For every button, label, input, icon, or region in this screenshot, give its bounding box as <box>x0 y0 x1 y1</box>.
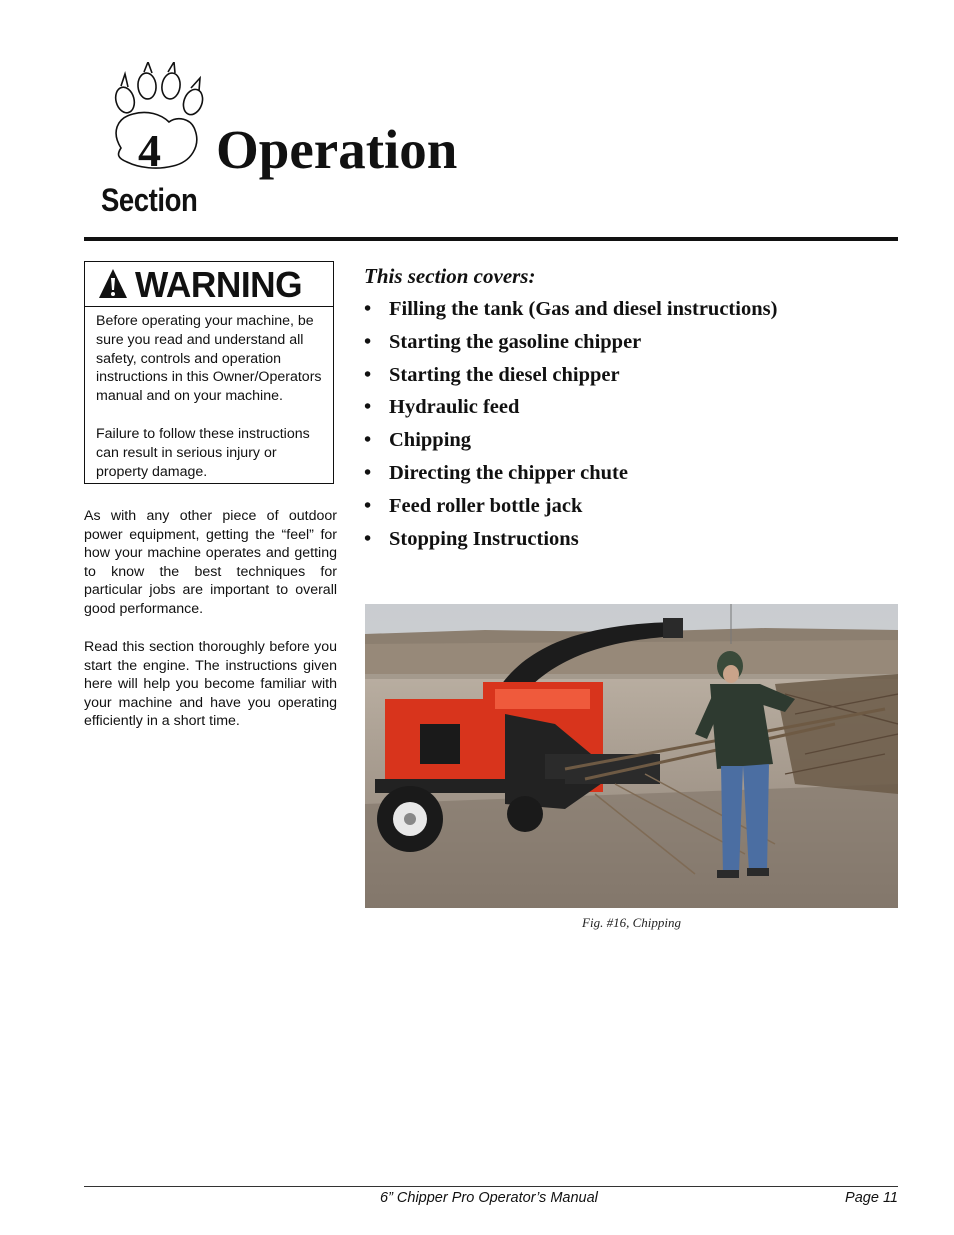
intro-paragraph: As with any other piece of outdoor power equipment, getting the “feel” for how your machine operates and getting to know the best techniques for particular jobs are important to overall good performance. <box>84 508 337 617</box>
chipping-photo <box>365 604 898 908</box>
section-number: 4 <box>138 125 161 176</box>
list-item-label: Stopping Instructions <box>389 527 579 550</box>
figure-caption: Fig. #16, Chipping <box>582 915 681 930</box>
bullet: • <box>364 298 372 320</box>
bullet: • <box>364 494 372 517</box>
list-item <box>364 424 777 457</box>
warning-box <box>84 261 334 484</box>
list-item <box>364 359 777 392</box>
covers-heading: This section covers: <box>364 264 536 288</box>
list-item-label: Filling the tank (Gas and diesel instructions) <box>389 298 778 320</box>
list-item <box>364 326 777 359</box>
warning-triangle-icon <box>98 268 128 300</box>
header-divider <box>84 237 898 241</box>
footer-divider <box>84 1186 898 1187</box>
bullet: • <box>364 396 372 419</box>
list-item <box>364 391 777 424</box>
warning-paragraph: Before operating your machine, be sure you read and understand all safety, controls and operation instructions in this Owner/Operators manual and on your machine. <box>96 313 322 405</box>
section-label: Section <box>101 182 198 218</box>
covers-list <box>364 293 777 555</box>
list-item <box>364 490 777 523</box>
list-item-label: Hydraulic feed <box>389 396 520 419</box>
list-item-label: Chipping <box>389 429 472 452</box>
page-title: Operation <box>216 119 458 180</box>
bullet: • <box>364 527 372 550</box>
list-item-label: Feed roller bottle jack <box>389 494 583 517</box>
bullet: • <box>364 330 372 353</box>
list-item-label: Starting the diesel chipper <box>389 363 620 386</box>
warning-title: WARNING <box>135 264 303 305</box>
list-item <box>364 523 777 556</box>
bullet: • <box>364 363 372 386</box>
list-item <box>364 457 777 490</box>
list-item-label: Starting the gasoline chipper <box>389 330 642 353</box>
bullet: • <box>364 429 372 452</box>
footer-manual-title: 6” Chipper Pro Operator’s Manual <box>380 1190 598 1206</box>
list-item <box>364 293 777 326</box>
instructions-paragraph: Read this section thoroughly before you start the engine. The instructions given here will help you become familiar with your machine and have you operating efficiently in a short time. <box>84 639 337 730</box>
warning-paragraph: Failure to follow these instructions can result in serious injury or property damage. <box>96 426 310 480</box>
bullet: • <box>364 461 372 484</box>
list-item-label: Directing the chipper chute <box>389 461 628 484</box>
warning-header <box>85 262 333 307</box>
page-number: Page 11 <box>845 1190 898 1206</box>
